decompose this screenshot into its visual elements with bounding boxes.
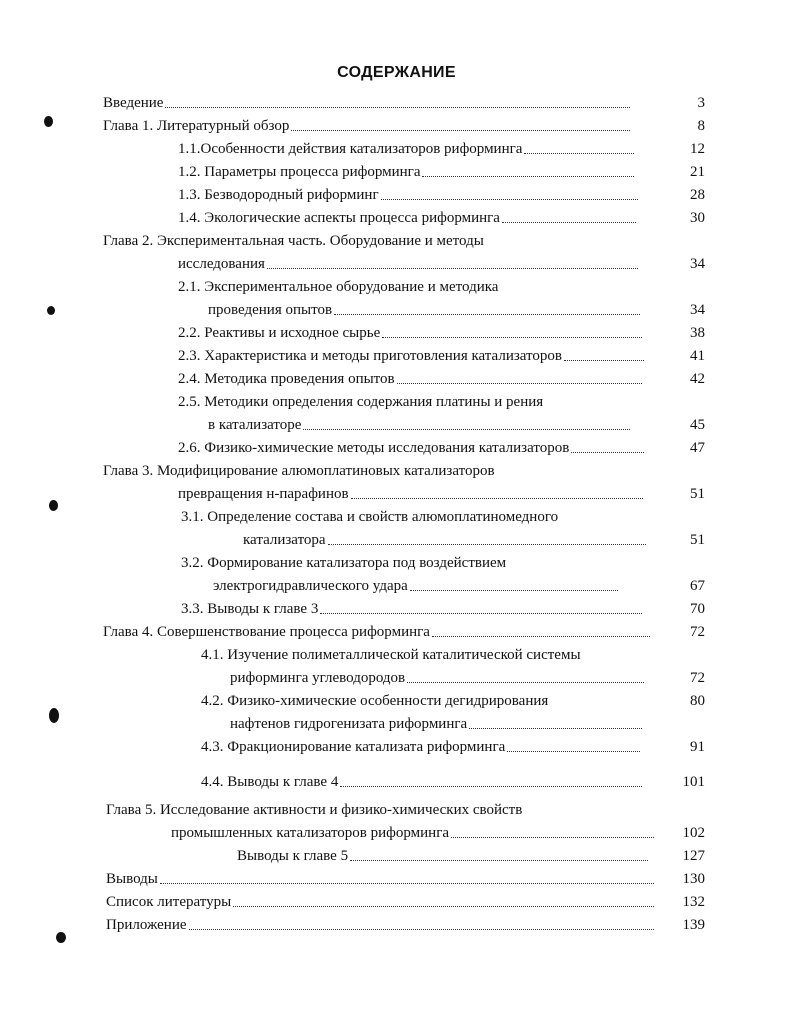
- toc-entry-text: проведения опытов: [208, 302, 333, 318]
- toc-page-number: 72: [690, 670, 705, 686]
- toc-page-number: 127: [682, 848, 705, 864]
- toc-entry: [178, 320, 644, 342]
- toc-entry: [181, 596, 644, 618]
- toc-entry-text: Список литературы: [106, 894, 232, 910]
- scan-blot: [49, 708, 59, 723]
- dot-leader: [564, 359, 644, 361]
- dot-leader: [350, 859, 648, 861]
- toc-entry-text: превращения н-парафинов: [178, 486, 349, 502]
- toc-entry: [243, 527, 648, 549]
- toc-entry: [103, 90, 632, 112]
- toc-entry-text: нафтенов гидрогенизата риформинга: [230, 716, 468, 732]
- toc-entry-text: Глава 4. Совершенствование процесса риформинга: [103, 624, 430, 640]
- toc-entry-text: Введение: [103, 95, 164, 111]
- toc-entry: [178, 205, 638, 227]
- dot-leader: [340, 785, 642, 787]
- toc-page-number: 45: [690, 417, 705, 433]
- toc-entry-text: 4.4. Выводы к главе 4: [201, 774, 339, 790]
- toc-page-number: 28: [690, 187, 705, 203]
- toc-entry-text: промышленных катализаторов риформинга: [171, 825, 450, 841]
- toc-page-number: 67: [690, 578, 705, 594]
- toc-page-number: 80: [690, 693, 705, 709]
- toc-entry: [208, 297, 642, 319]
- toc-entry: [178, 182, 640, 204]
- toc-entry: [178, 481, 645, 503]
- toc-entry-text: 2.2. Реактивы и исходное сырье: [178, 325, 381, 341]
- toc-entry-text: в катализаторе: [208, 417, 302, 433]
- toc-entry: [178, 435, 646, 457]
- toc-entry-text: 1.1.Особенности действия катализаторов риформинга: [178, 141, 523, 157]
- toc-entry: [230, 665, 646, 687]
- toc-entry-text: катализатора: [243, 532, 326, 548]
- toc-entry-text: Глава 2. Экспериментальная часть. Оборудование и методы: [103, 233, 484, 249]
- toc-entry: [171, 820, 656, 842]
- toc-entry: [213, 573, 620, 595]
- toc-page-number: 3: [697, 95, 705, 111]
- toc-entry-text: 4.1. Изучение полиметаллической каталитической системы: [201, 647, 581, 663]
- dot-leader: [351, 497, 643, 499]
- toc-entry-text: Глава 5. Исследование активности и физико-химических свойств: [106, 802, 523, 818]
- dot-leader: [507, 750, 640, 752]
- toc-page-number: 12: [690, 141, 705, 157]
- toc-entry-text: 3.2. Формирование катализатора под воздействием: [181, 555, 507, 571]
- toc-entry-text: 2.4. Методика проведения опытов: [178, 371, 395, 387]
- toc-entry: [178, 251, 640, 273]
- dot-leader: [410, 589, 618, 591]
- toc-entry: [178, 136, 636, 158]
- toc-entry-text: Выводы к главе 5: [237, 848, 349, 864]
- toc-page-number: 101: [682, 774, 705, 790]
- toc-entry-text: риформинга углеводородов: [230, 670, 406, 686]
- dot-leader: [469, 727, 642, 729]
- toc-entry-text: 1.4. Экологические аспекты процесса риформинга: [178, 210, 500, 226]
- toc-page-number: 42: [690, 371, 705, 387]
- dot-leader: [451, 836, 654, 838]
- dot-leader: [334, 313, 640, 315]
- toc-entry: [178, 366, 644, 388]
- toc-entry-text: 1.3. Безводородный риформинг: [178, 187, 379, 203]
- toc-page-number: 51: [690, 486, 705, 502]
- toc-entry: [201, 769, 644, 791]
- dot-leader: [524, 152, 634, 154]
- toc-entry-text: Выводы: [106, 871, 158, 887]
- dot-leader: [160, 882, 654, 884]
- toc-page-number: 30: [690, 210, 705, 226]
- dot-leader: [291, 129, 630, 131]
- dot-leader: [502, 221, 636, 223]
- dot-leader: [303, 428, 630, 430]
- toc-page-number: 70: [690, 601, 705, 617]
- toc-page-number: 21: [690, 164, 705, 180]
- scan-blot: [56, 932, 66, 943]
- dot-leader: [328, 543, 646, 545]
- toc-page-number: 8: [697, 118, 705, 134]
- toc-entry: [237, 843, 650, 865]
- scan-blot: [49, 500, 58, 511]
- dot-leader: [432, 635, 650, 637]
- toc-page-number: 47: [690, 440, 705, 456]
- toc-page-number: 38: [690, 325, 705, 341]
- toc-entry-text: 3.3. Выводы к главе 3: [181, 601, 319, 617]
- toc-entry: [178, 343, 646, 365]
- toc-entry-text: 2.1. Экспериментальное оборудование и методика: [178, 279, 499, 295]
- scan-blot: [44, 116, 53, 127]
- toc-entry-text: 2.5. Методики определения содержания платины и рения: [178, 394, 544, 410]
- toc-entry-text: 2.6. Физико-химические методы исследования катализаторов: [178, 440, 570, 456]
- toc-entry: [201, 734, 642, 756]
- toc-entry: [230, 711, 644, 733]
- toc-page-number: 139: [682, 917, 705, 933]
- toc-page-number: 91: [690, 739, 705, 755]
- dot-leader: [407, 681, 644, 683]
- toc-entry: [208, 412, 632, 434]
- toc-page-number: 51: [690, 532, 705, 548]
- dot-leader: [233, 905, 654, 907]
- toc-entry-text: Глава 1. Литературный обзор: [103, 118, 290, 134]
- toc-entry: [178, 159, 636, 181]
- dot-leader: [165, 106, 630, 108]
- dot-leader: [382, 336, 642, 338]
- dot-leader: [267, 267, 638, 269]
- toc-entry: [106, 889, 656, 911]
- dot-leader: [422, 175, 634, 177]
- dot-leader: [571, 451, 644, 453]
- toc-page-number: 72: [690, 624, 705, 640]
- toc-page-number: 34: [690, 256, 705, 272]
- dot-leader: [320, 612, 642, 614]
- dot-leader: [397, 382, 642, 384]
- toc-entry-text: 1.2. Параметры процесса риформинга: [178, 164, 421, 180]
- toc-page-number: 132: [682, 894, 705, 910]
- toc-entry-text: 2.3. Характеристика и методы приготовления катализаторов: [178, 348, 562, 364]
- toc-entry-text: 4.3. Фракционирование катализата риформинга: [201, 739, 506, 755]
- toc-entry-text: 3.1. Определение состава и свойств алюмоплатиномедного: [181, 509, 559, 525]
- toc-entry-text: Приложение: [106, 917, 187, 933]
- dot-leader: [189, 928, 654, 930]
- toc-entry: [103, 619, 652, 641]
- toc-page-number: 130: [682, 871, 705, 887]
- toc-page-number: 34: [690, 302, 705, 318]
- toc-entry: [106, 866, 656, 888]
- toc-title: СОДЕРЖАНИЕ: [337, 64, 456, 81]
- toc-entry-text: электрогидравлического удара: [213, 578, 408, 594]
- toc-entry-text: исследования: [178, 256, 265, 272]
- dot-leader: [381, 198, 638, 200]
- toc-page-number: 41: [690, 348, 705, 364]
- toc-entry: [103, 113, 632, 135]
- toc-entry-text: 4.2. Физико-химические особенности дегидрирования: [201, 693, 549, 709]
- toc-page-number: 102: [682, 825, 705, 841]
- scan-blot: [47, 306, 55, 315]
- toc-entry: [106, 912, 656, 934]
- toc-entry-text: Глава 3. Модифицирование алюмоплатиновых катализаторов: [103, 463, 495, 479]
